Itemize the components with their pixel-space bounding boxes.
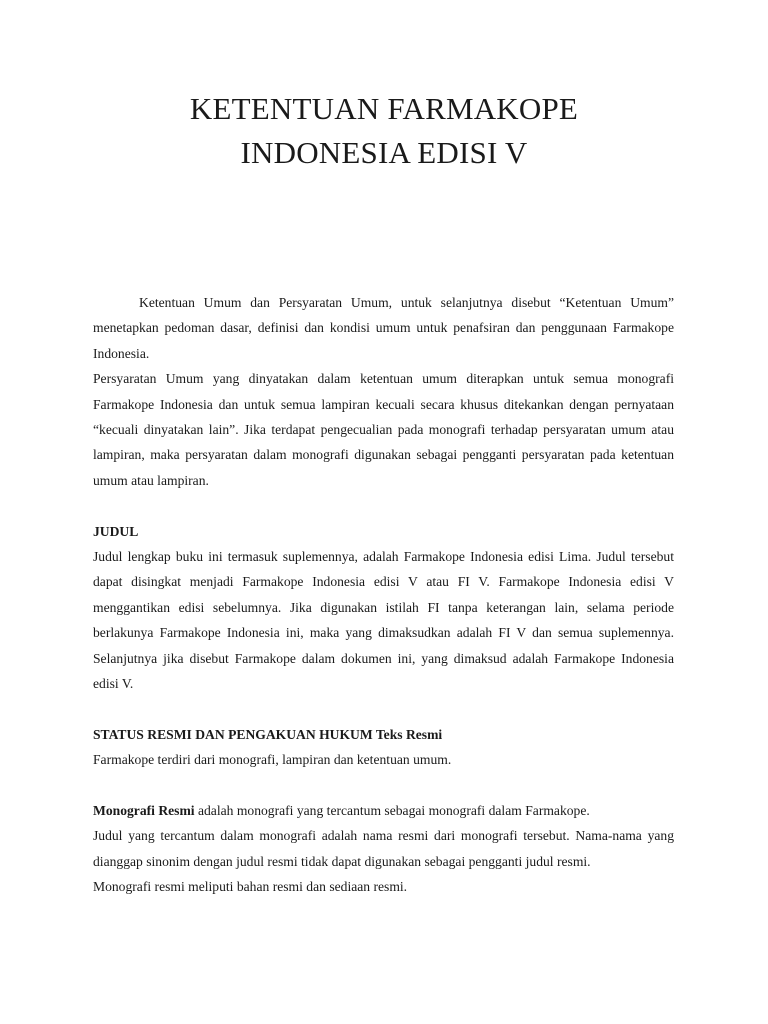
title-line-2: INDONESIA EDISI V	[240, 135, 528, 170]
judul-heading-text: JUDUL	[93, 523, 139, 539]
monografi-paragraph-2: Monografi resmi meliputi bahan resmi dan sediaan resmi.	[93, 879, 408, 895]
status-paragraph: Farmakope terdiri dari monografi, lampiran dan ketentuan umum.	[93, 752, 452, 768]
monografi-definition-text: adalah monografi yang tercantum sebagai monografi dalam Farmakope.	[194, 803, 590, 819]
intro-paragraph-2: Persyaratan Umum yang dinyatakan dalam ketentuan umum diterapkan untuk semua monografi Farmakope Indonesia dan untuk semua lampiran kecuali secara khusus ditekankan dengan pernyataan “kecuali dinyatakan lain”. Jika terdapat pengecualian pada monografi terhadap persyaratan umum atau lampiran, maka persyaratan dalam monografi digunakan sebagai pengganti persyaratan pada ketentuan umum atau lampiran.	[93, 371, 674, 488]
section-heading-judul	[93, 519, 674, 544]
page-title	[0, 87, 768, 175]
title-line-1: KETENTUAN FARMAKOPE	[189, 91, 579, 126]
monografi-paragraph-1: Judul yang tercantum dalam monografi adalah nama resmi dari monografi tersebut. Nama-nama yang dianggap sinonim dengan judul resmi tidak dapat digunakan sebagai pengganti judul resmi.	[93, 828, 674, 869]
section-heading-status	[93, 722, 674, 747]
status-heading-text: STATUS RESMI DAN PENGAKUAN HUKUM Teks Resmi	[93, 726, 443, 742]
monografi-term: Monografi Resmi	[93, 803, 195, 819]
intro-paragraph-1: Ketentuan Umum dan Persyaratan Umum, untuk selanjutnya disebut “Ketentuan Umum” menetapkan pedoman dasar, definisi dan kondisi umum untuk penafsiran dan penggunaan Farmakope Indonesia.	[93, 295, 674, 361]
monografi-definition	[93, 798, 674, 823]
judul-paragraph: Judul lengkap buku ini termasuk suplemennya, adalah Farmakope Indonesia edisi Lima. Judul tersebut dapat disingkat menjadi Farmakope Indonesia edisi V atau FI V. Farmakope Indonesia edisi V menggantikan edisi sebelumnya. Jika digunakan istilah FI tanpa keterangan lain, selama periode berlakunya Farmakope Indonesia ini, maka yang dimaksudkan adalah FI V dan semua suplemennya. Selanjutnya jika disebut Farmakope dalam dokumen ini, yang dimaksud adalah Farmakope Indonesia edisi V.	[93, 549, 674, 692]
document-body	[93, 290, 674, 900]
